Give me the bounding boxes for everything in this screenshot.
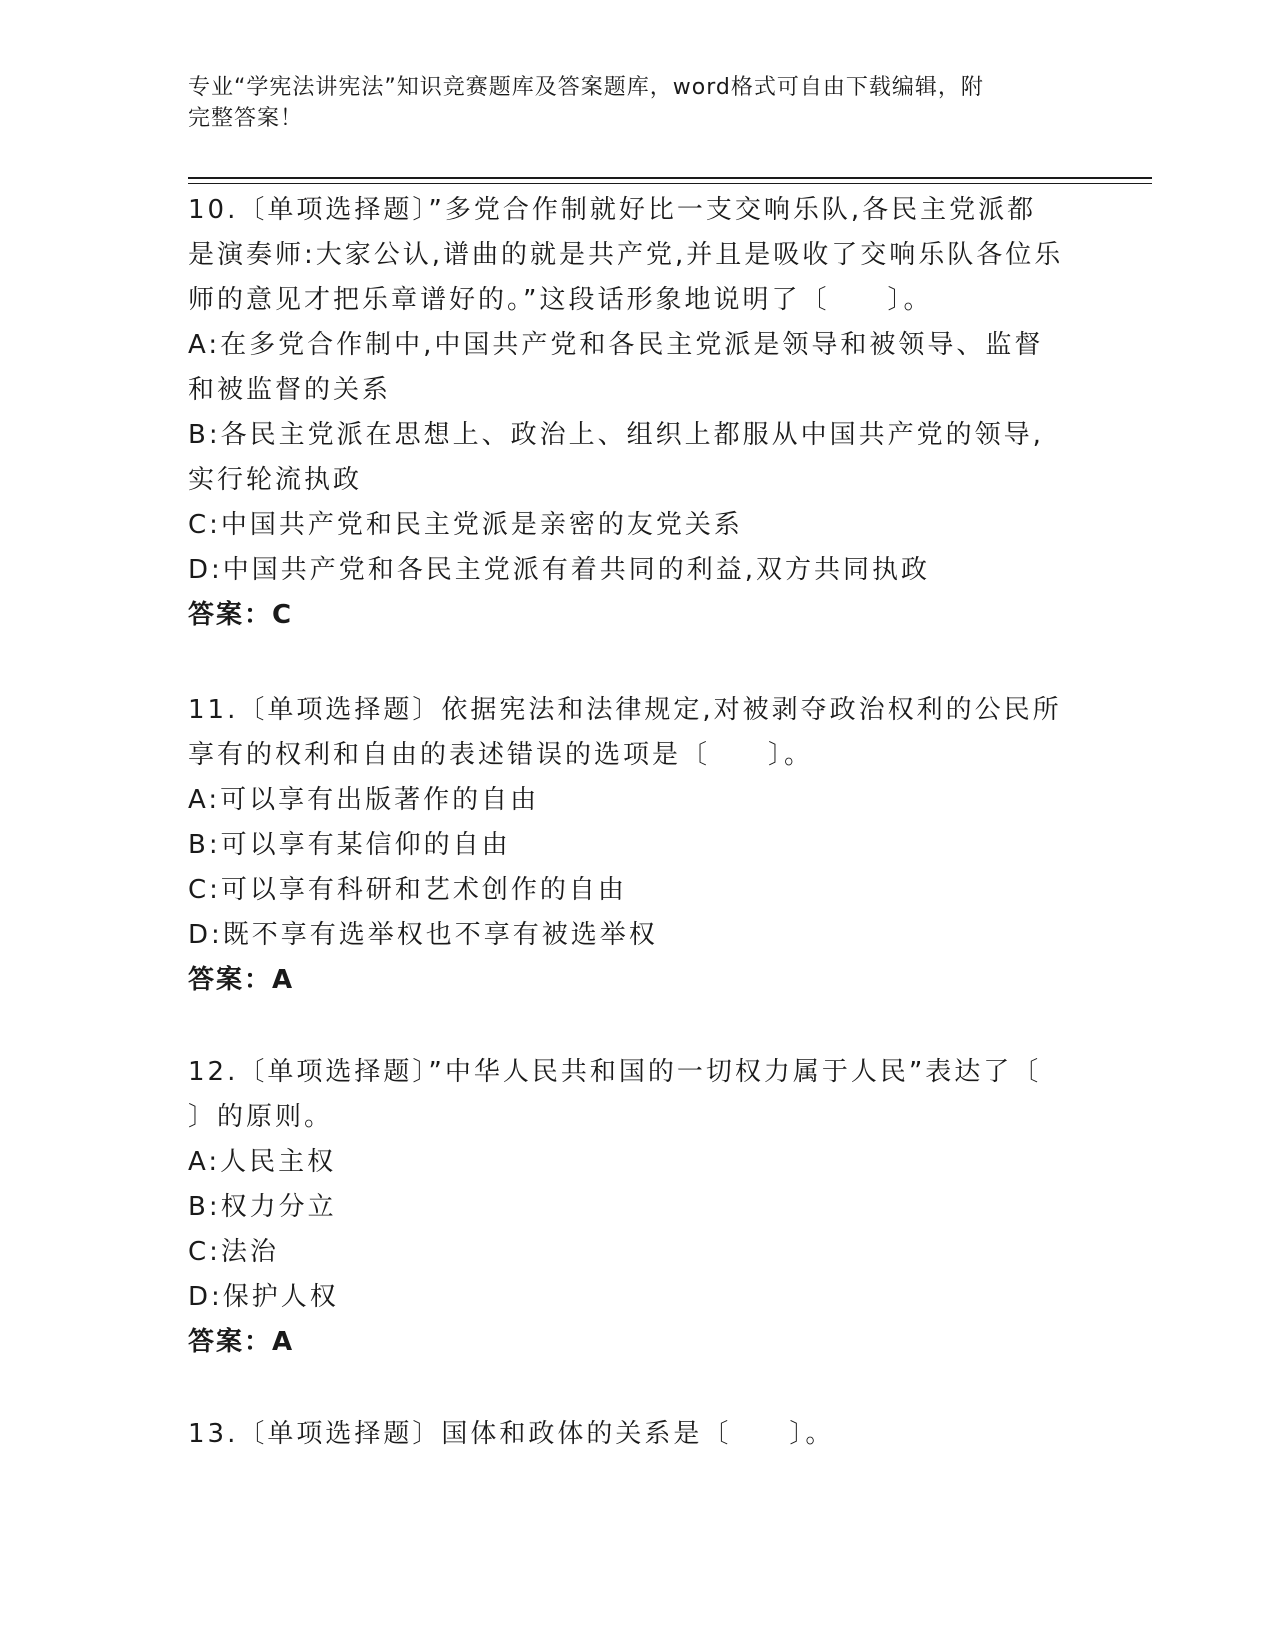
question-10 — [188, 188, 1088, 638]
option-d: D:保护人权 — [188, 1282, 339, 1312]
option-c: C:可以享有科研和艺术创作的自由 — [188, 875, 627, 905]
option-d: D:中国共产党和各民主党派有着共同的利益,双方共同执政 — [188, 555, 931, 585]
question-stem-line: 13.〔单项选择题〕国体和政体的关系是〔 〕。 — [188, 1419, 835, 1449]
header-divider-thin — [188, 183, 1152, 184]
option-b: B:权力分立 — [188, 1192, 337, 1222]
question-stem-line: 10.〔单项选择题〕”多党合作制就好比一支交响乐队,各民主党派都 — [188, 195, 1037, 225]
answer-label: 答案：A — [188, 965, 295, 995]
question-13 — [188, 1412, 1088, 1457]
question-stem-line: 是演奏师:大家公认,谱曲的就是共产党,并且是吸收了交响乐队各位乐 — [188, 240, 1064, 270]
option-a: A:可以享有出版著作的自由 — [188, 785, 540, 815]
answer-label: 答案：C — [188, 600, 294, 630]
option-a: A:在多党合作制中,中国共产党和各民主党派是领导和被领导、监督 — [188, 330, 1044, 360]
document-header — [188, 72, 1088, 134]
question-stem-line: 〕的原则。 — [188, 1102, 334, 1132]
option-c: C:法治 — [188, 1237, 279, 1267]
option-b: B:各民主党派在思想上、政治上、组织上都服从中国共产党的领导, — [188, 420, 1044, 450]
option-c: C:中国共产党和民主党派是亲密的友党关系 — [188, 510, 743, 540]
option-d: D:既不享有选举权也不享有被选举权 — [188, 920, 658, 950]
question-stem-line: 11.〔单项选择题〕依据宪法和法律规定,对被剥夺政治权利的公民所 — [188, 695, 1062, 725]
option-b: B:可以享有某信仰的自由 — [188, 830, 511, 860]
option-a: A:人民主权 — [188, 1147, 337, 1177]
header-divider-thick — [188, 177, 1152, 179]
question-11 — [188, 688, 1088, 1003]
question-12 — [188, 1050, 1088, 1365]
question-stem-line: 师的意见才把乐章谱好的。”这段话形象地说明了〔 〕。 — [188, 285, 933, 315]
header-line-1: 专业“学宪法讲宪法”知识竞赛题库及答案题库，word格式可自由下载编辑，附 — [188, 75, 984, 100]
option-a-continued: 和被监督的关系 — [188, 375, 392, 405]
question-stem-line: 享有的权利和自由的表述错误的选项是〔 〕。 — [188, 740, 814, 770]
header-line-2: 完整答案！ — [188, 106, 304, 131]
answer-label: 答案：A — [188, 1327, 295, 1357]
question-stem-line: 12.〔单项选择题〕”中华人民共和国的一切权力属于人民”表达了〔 — [188, 1057, 1042, 1087]
option-b-continued: 实行轮流执政 — [188, 465, 363, 495]
